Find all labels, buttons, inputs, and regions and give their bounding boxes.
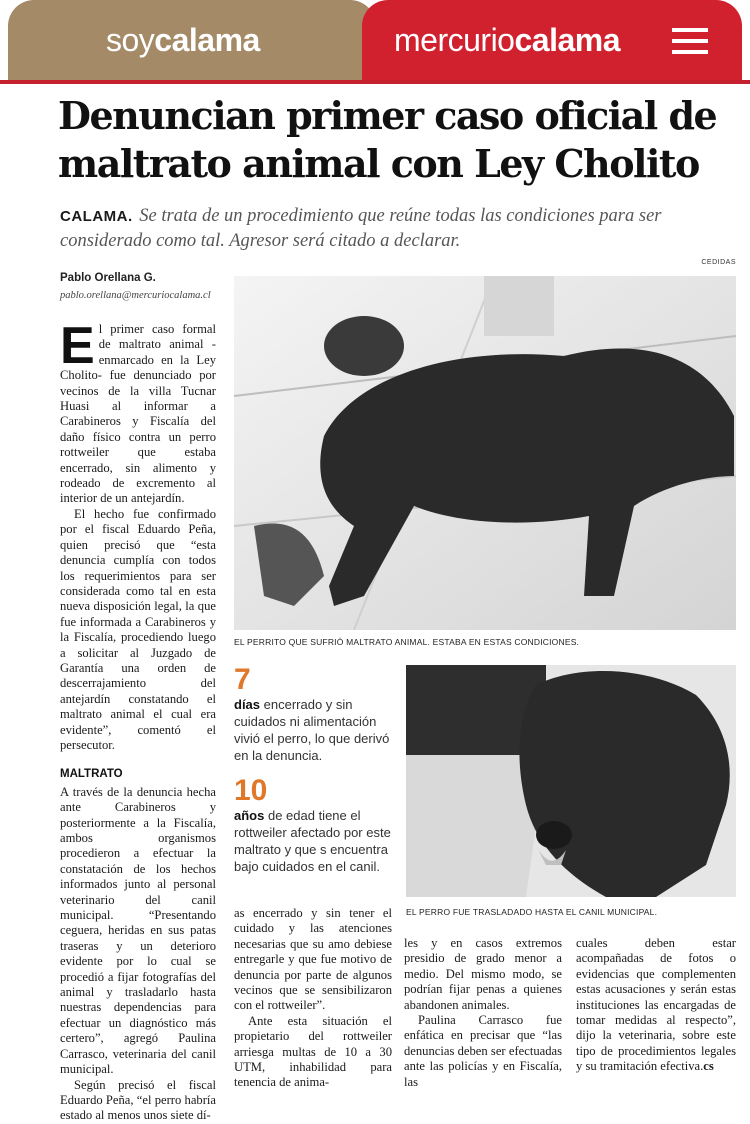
stat-days-desc: encerrado y sin cuidados ni alimentación vivió el perro, lo que derivó en la denuncia. [234,697,390,763]
stat-years-number: 10 [234,774,268,807]
stat-years-unit: años [234,808,265,823]
dropcap: E [60,317,95,375]
col4-paragraph-1 [576,936,736,1075]
article-column-4 [576,936,736,1081]
col3-paragraph-2: Paulina Carrasco fue enfática en precisar que “las denuncias deben ser efectuadas ante las policías y en Fiscalía, las [404,1013,562,1089]
brand-left-bold: calama [154,22,260,58]
lead-place: CALAMA. [60,208,133,225]
paragraph-1 [60,317,216,507]
stat-days-number: 7 [234,663,251,696]
col4-paragraph-1-text: cuales deben estar acompañadas de fotos o evidencias que complementen estas acusaciones y serán estas instituciones las encargadas de tomar medidas al respecto”, dijo la veterinaria, sobre este tipo de procedimientos legales y su tramitación efectiva. [576,936,736,1074]
brand-right-light: mercurio [394,22,515,58]
author-email[interactable]: pablo.orellana@mercuriocalama.cl [60,290,211,301]
dog-photo-2 [406,665,736,897]
stat-days-unit: días [234,697,261,712]
col2-paragraph-1: as encerrado y sin tener el cuidado y las atenciones necesarias que su amo debiese entregarle y que fue motivo de denuncia por parte de algunos vecinos que se sensibilizaron con el rottweiler”. [234,906,392,1013]
article-column-2 [234,906,392,1090]
col3-paragraph-1: les y en casos extremos presidio de grado menor a medio. Del mismo modo, se podrían fijar penas a quienes abandonen animales. [404,936,562,1012]
paragraph-4: Según precisó el fiscal Eduardo Peña, “el perro habría estado al menos unos siete dí- [60,1077,216,1123]
stat-years-desc: de edad tiene el rottweiler afectado por este maltrato y que s encuentra bajo cuidados en el canil. [234,808,391,874]
mercuriocalama-logo[interactable] [394,22,620,59]
paragraph-3: A través de la denuncia hecha ante Carabineros y posteriormente a la Fiscalía, ambos organismos procedieron a efectuar la constatación de los hechos informados junto al personal veterinario del canil municipal. “Presentando ceguera, heridas en sus patas traseras y un deterioro evidente por lo cual se procedió a fijar fotografías del animal y trasladarlo hasta nuestras dependencias para efectuar un diagnóstico más certero”, agregó Paulina Carrasco, veterinaria del canil municipal. [60,784,216,1077]
lead-text: Se trata de un procedimiento que reúne todas las condiciones para ser considerado como tal. Agresor será citado a declarar. [60,206,662,251]
stat-years [234,775,396,875]
photo-2-caption: EL PERRO FUE TRASLADADO HASTA EL CANIL MUNICIPAL. [406,907,658,917]
subhead-maltrato: MALTRATO [60,768,123,781]
stat-days-text [234,696,396,764]
hamburger-menu-icon[interactable] [672,28,708,56]
col2-paragraph-2: Ante esta situación el propietario del rottweiler arriesga multas de 10 a 30 UTM, inhabilidad para tenencia de anima- [234,1013,392,1090]
photo-1-caption: EL PERRITO QUE SUFRIÓ MALTRATO ANIMAL. ESTABA EN ESTAS CONDICIONES. [234,637,580,647]
paragraph-2: El hecho fue confirmado por el fiscal Eduardo Peña, quien precisó que “esta denuncia cumplía con todos los requerimientos para ser considerada como tal en esta nueva disposición legal, la que fue informada a Carabineros y la Fiscalía, procediendo luego a solicitar al Juzgado de Garantía una orden de descerrajamiento del antejardín constatando el maltrato animal el cual era evidente”, comentó el persecutor. [60,506,216,752]
headline-line-1: Denuncian primer caso oficial de [58,93,717,138]
site-header [0,0,750,82]
stat-days [234,664,396,764]
brand-left-light: soy [106,22,155,58]
author-name: Pablo Orellana G. [60,272,156,284]
stat-years-text [234,807,396,875]
headline-line-2: maltrato animal con Ley Cholito [58,141,699,186]
article-column-3 [404,936,562,1089]
brand-right-bold: calama [514,22,620,58]
dog-photo-1 [234,276,736,630]
paragraph-1-text: l primer caso formal de maltrato animal -enmarcado en la Ley Cholito- fue denunciado por vecinos de la villa Tucnar Huasi al informar a Carabineros y Fiscalía del daño físico contra un perro rottweiler que estaba encerrado, sin alimento y rodeado de excremento al interior de un antejardín. [60,322,216,506]
article-lead [60,204,740,254]
article-column-1 [60,317,216,1123]
end-mark: cs [703,1059,714,1074]
soycalama-logo[interactable] [106,22,260,59]
photo-credit: CEDIDAS [701,259,736,266]
header-divider [0,80,750,84]
article-headline [58,92,738,188]
